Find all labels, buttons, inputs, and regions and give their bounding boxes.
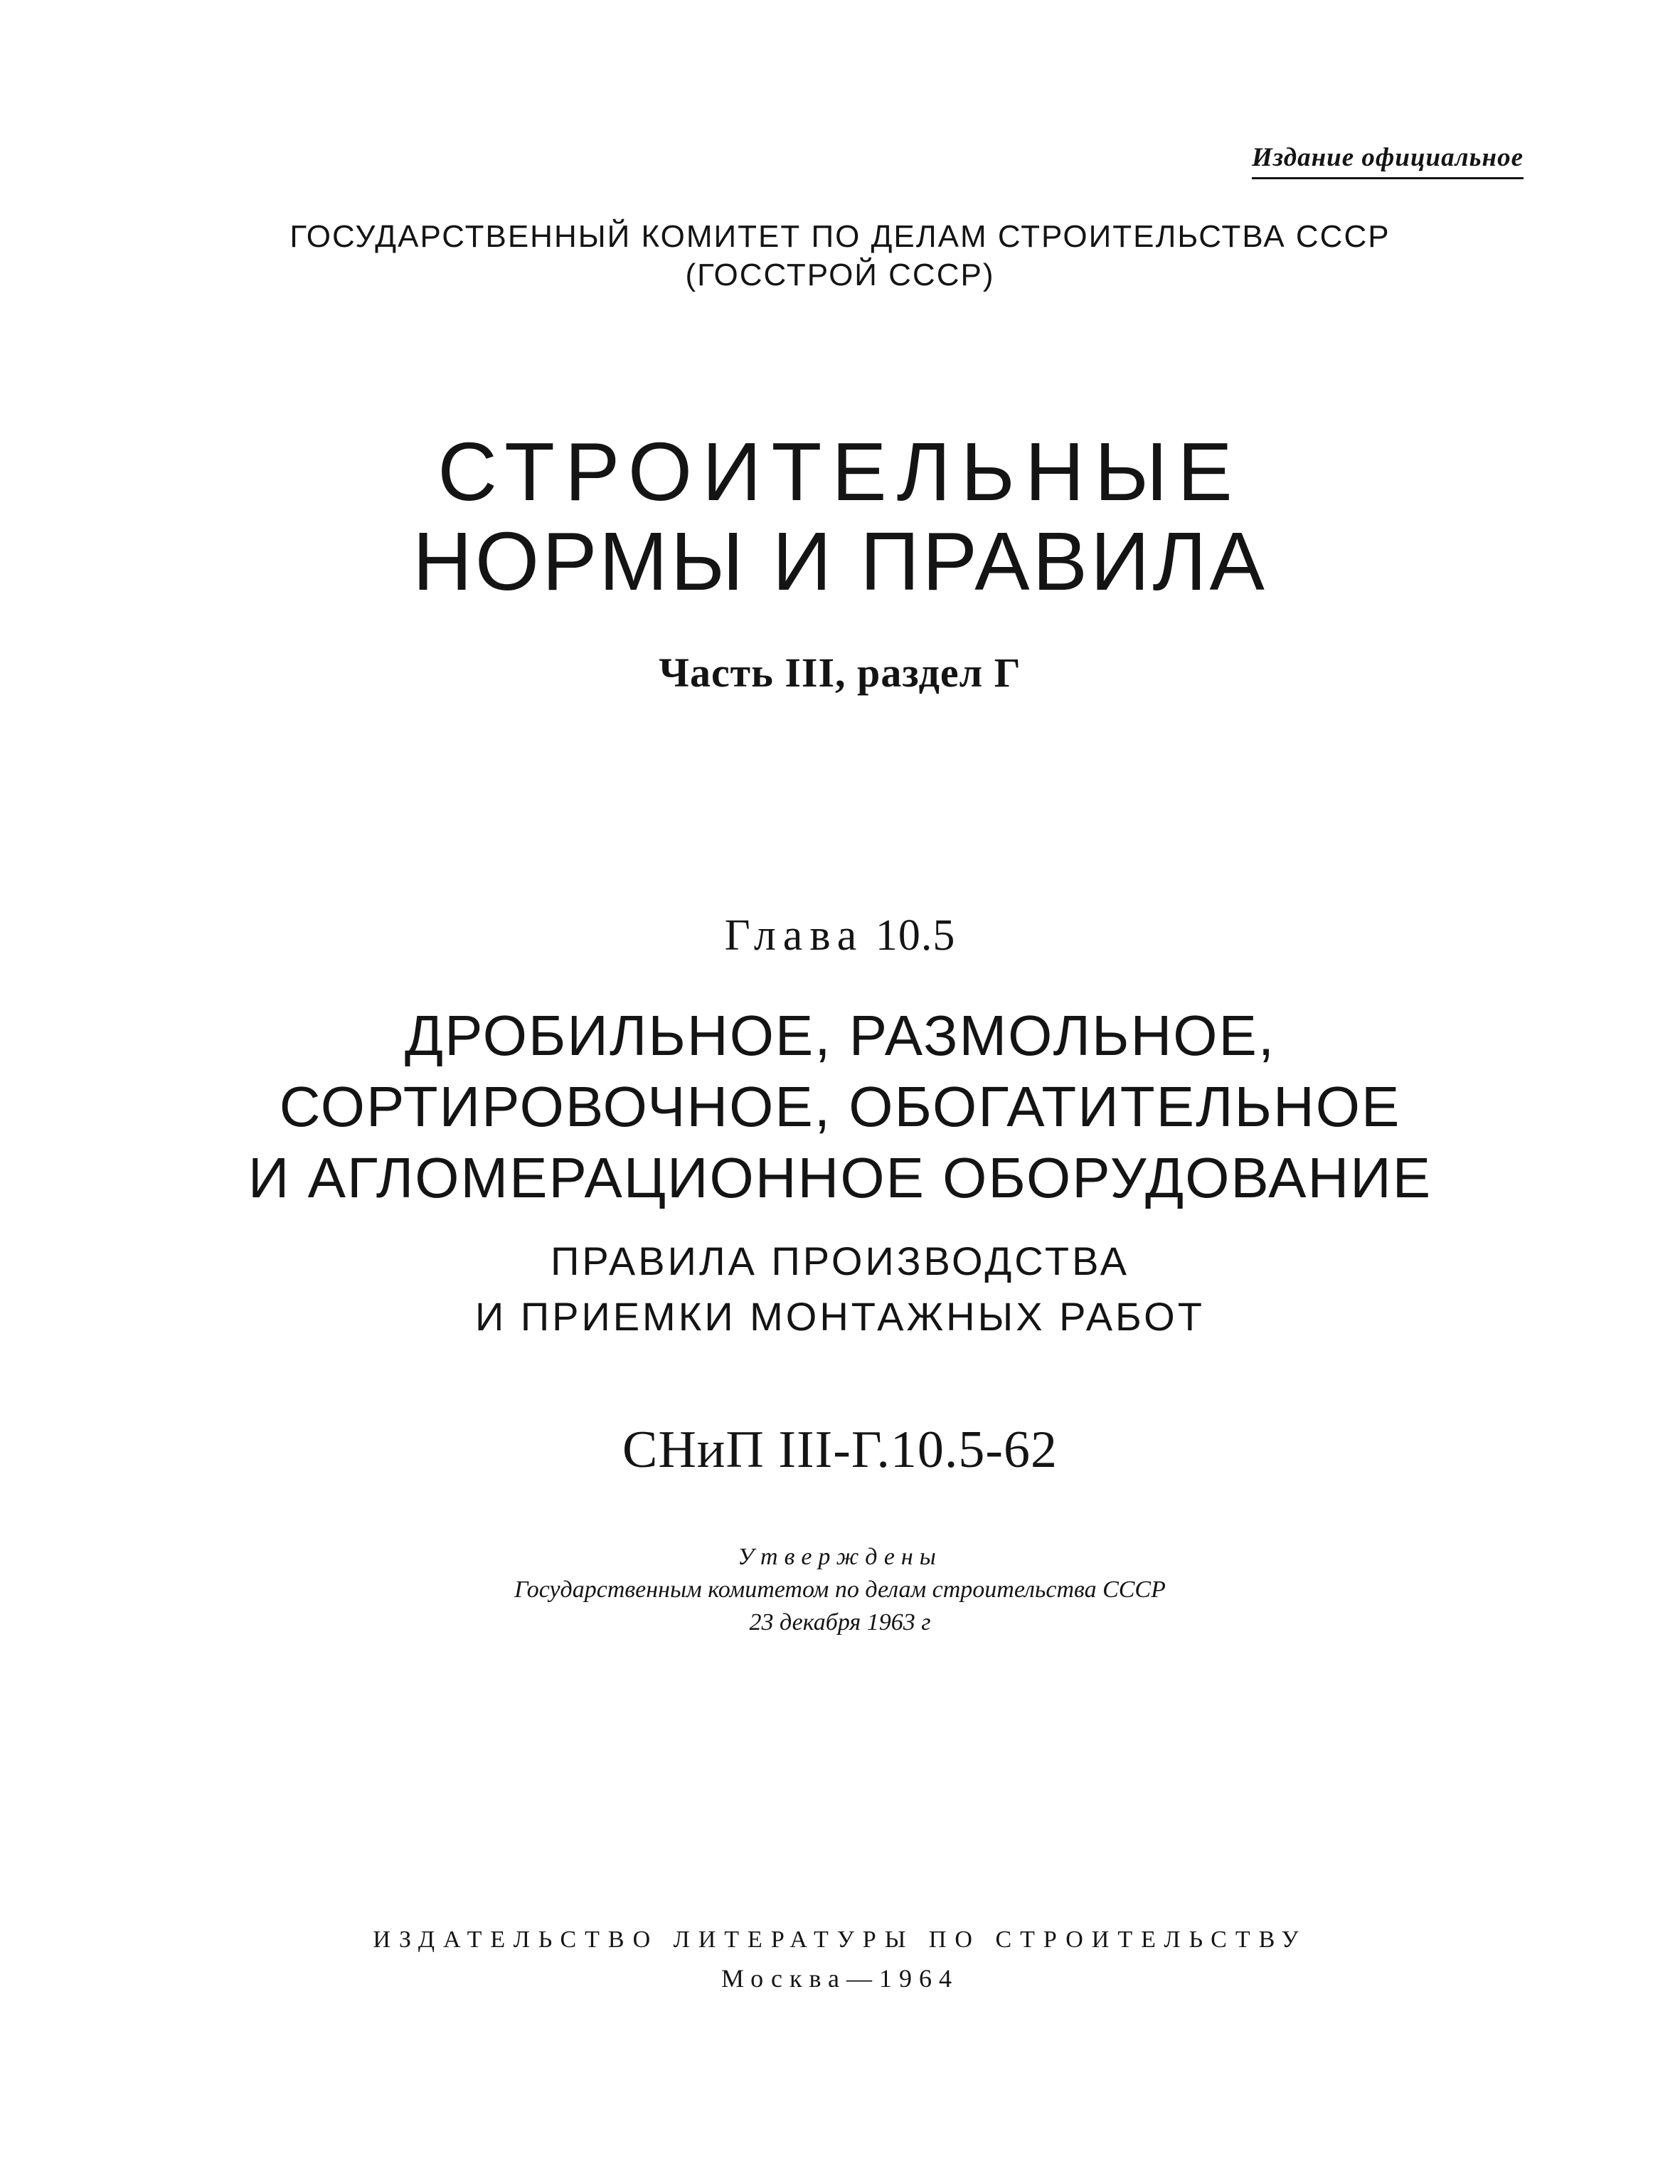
chapter-heading	[0, 911, 1680, 961]
part-section: Часть III, раздел Г	[659, 650, 1021, 696]
chapter-number: 10.5	[875, 911, 956, 960]
rules-line-1: ПРАВИЛА ПРОИЗВОДСТВА	[551, 1239, 1129, 1283]
issuer-abbreviation: (ГОССТРОЙ СССР)	[685, 258, 995, 292]
approval-date: 23 декабря 1963 г	[749, 1609, 931, 1636]
approval-body: Государственным комитетом по делам строительства СССР	[514, 1576, 1166, 1603]
publisher-name: ИЗДАТЕЛЬСТВО ЛИТЕРАТУРЫ ПО СТРОИТЕЛЬСТВУ	[373, 1926, 1307, 1953]
publisher-city-year: Москва—1964	[721, 1964, 959, 1993]
approval-label: Утверждены	[738, 1544, 942, 1570]
chapter-label: Глава	[724, 911, 864, 960]
title-line-1: СТРОИТЕЛЬНЫЕ	[437, 425, 1243, 518]
subject-line-2: СОРТИРОВОЧНОЕ, ОБОГАТИТЕЛЬНОЕ	[279, 1075, 1401, 1138]
subject-line-3: И АГЛОМЕРАЦИОННОЕ ОБОРУДОВАНИЕ	[248, 1146, 1432, 1209]
rules-line-2: И ПРИЕМКИ МОНТАЖНЫХ РАБОТ	[475, 1294, 1205, 1339]
standard-code: СНиП III-Г.10.5-62	[622, 1421, 1058, 1479]
issuer-name: ГОСУДАРСТВЕННЫЙ КОМИТЕТ ПО ДЕЛАМ СТРОИТЕЛЬСТВА СССР	[289, 219, 1391, 254]
edition-note: Издание официальное	[1252, 142, 1524, 179]
title-line-2: НОРМЫ И ПРАВИЛА	[413, 515, 1267, 608]
subject-line-1: ДРОБИЛЬНОЕ, РАЗМОЛЬНОЕ,	[404, 1004, 1276, 1067]
